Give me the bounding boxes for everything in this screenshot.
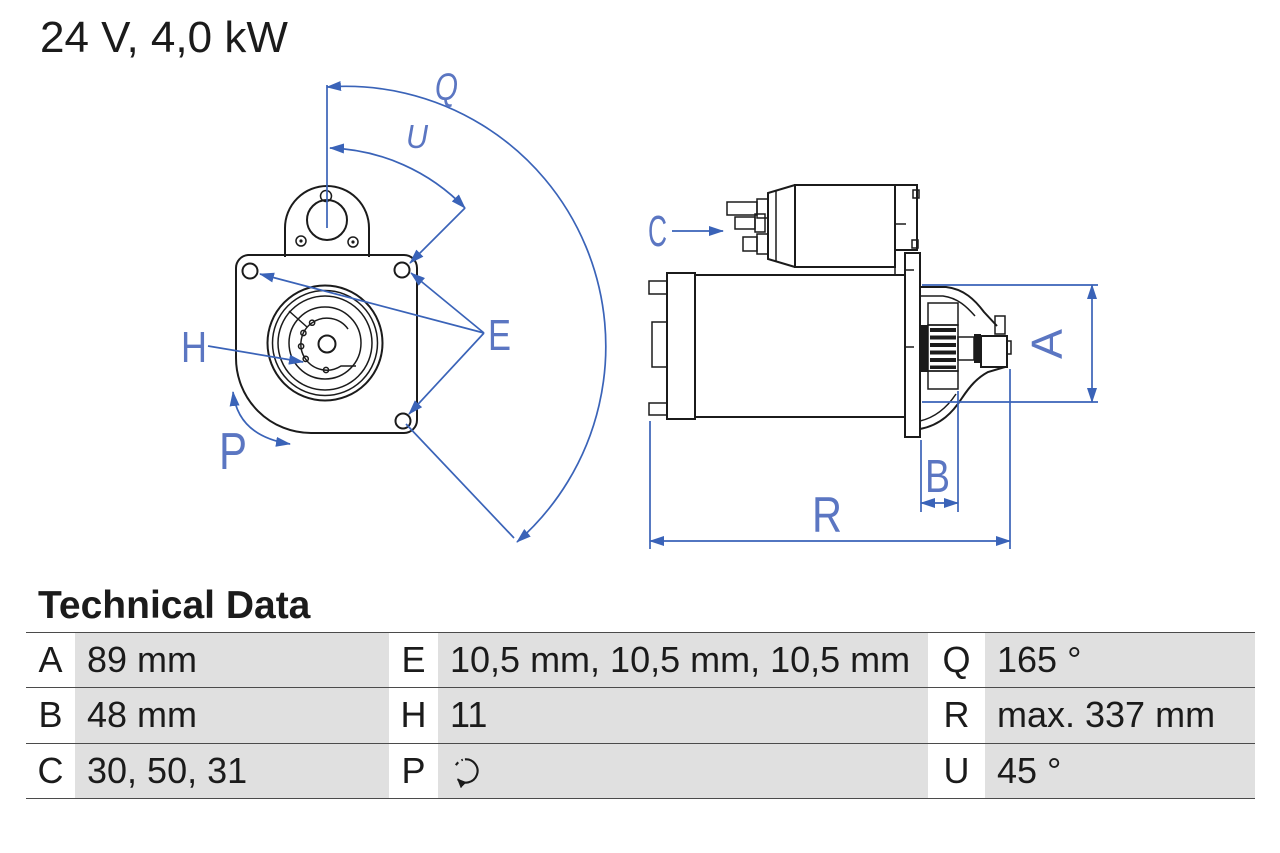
param-value: max. 337 mm <box>985 688 1255 742</box>
terminal-stud-3 <box>743 237 757 251</box>
shaft-center <box>319 336 336 353</box>
mounting-flange-side <box>905 253 920 437</box>
bearing-ring-outer <box>268 286 383 401</box>
solenoid-cap <box>768 185 795 267</box>
label-b: B <box>925 450 950 502</box>
param-key: U <box>928 744 985 798</box>
param-key: C <box>26 744 75 798</box>
bolt-hole-top-left <box>243 264 258 279</box>
rear-end-cap <box>667 273 695 419</box>
param-value: 45 ° <box>985 744 1255 798</box>
rotation-clockwise-icon <box>448 753 484 789</box>
page-title: 24 V, 4,0 kW <box>40 13 288 62</box>
label-r: R <box>812 487 842 543</box>
param-value: 30, 50, 31 <box>75 744 389 798</box>
param-value: 11 <box>438 688 928 742</box>
drive-housing-bottom <box>920 367 1005 429</box>
terminal-stud-2 <box>735 217 755 229</box>
through-bolt-bottom <box>649 403 667 415</box>
rear-boss <box>652 322 667 367</box>
starter-motor-side-view <box>649 185 1011 437</box>
bolt-hole-top-right <box>395 263 410 278</box>
param-value: 48 mm <box>75 688 389 742</box>
nose-block <box>981 336 1007 367</box>
param-key: A <box>26 633 75 687</box>
param-value: 10,5 mm, 10,5 mm, 10,5 mm <box>438 633 928 687</box>
through-bolt-top <box>649 281 667 294</box>
label-c: C <box>648 207 667 256</box>
motor-body <box>695 275 905 417</box>
label-e: E <box>488 311 511 360</box>
param-value: 165 ° <box>985 633 1255 687</box>
shaft-collar <box>958 337 974 360</box>
mounting-flange <box>236 255 417 433</box>
label-a: A <box>1023 329 1072 359</box>
param-key: H <box>389 688 438 742</box>
side-view-dimensions <box>648 207 1098 549</box>
pinion-gear <box>301 318 356 370</box>
table-row <box>26 688 1255 743</box>
param-key: B <box>26 688 75 742</box>
angle-u-radial-line <box>410 208 465 263</box>
label-p: P <box>219 423 247 481</box>
terminal-stud-1 <box>727 202 757 215</box>
angle-q-radial-line <box>406 424 514 538</box>
param-key: R <box>928 688 985 742</box>
e-leader-bottom-right <box>409 333 484 414</box>
param-value <box>438 744 928 798</box>
technical-data-table <box>26 632 1255 799</box>
front-view-dimensions <box>181 67 606 542</box>
label-q: Q <box>435 67 458 109</box>
param-value: 89 mm <box>75 633 389 687</box>
solenoid-body <box>795 185 895 267</box>
table-row <box>26 633 1255 688</box>
angle-u-arc <box>330 148 465 208</box>
label-u: U <box>406 118 429 155</box>
label-h: H <box>181 323 207 372</box>
param-key: E <box>389 633 438 687</box>
param-key: Q <box>928 633 985 687</box>
param-key: P <box>389 744 438 798</box>
table-row <box>26 744 1255 799</box>
technical-data-heading: Technical Data <box>38 584 311 627</box>
